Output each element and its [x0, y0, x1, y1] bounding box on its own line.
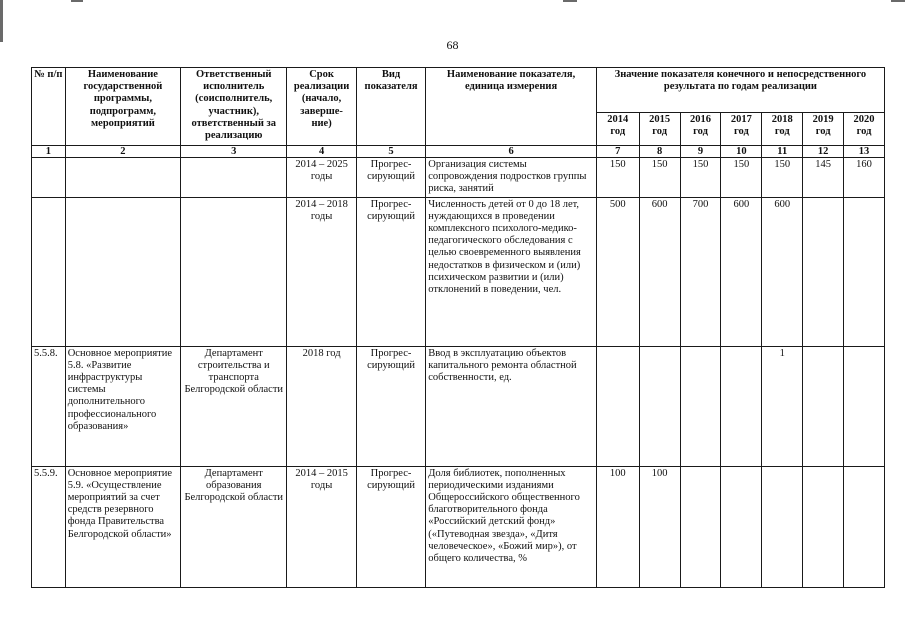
indicators-table — [31, 67, 885, 588]
header-year: 2014 год — [596, 113, 639, 146]
row-indicator: Организация системы сопровождения подростков группы риска, занятий — [426, 158, 597, 198]
row-indicator: Численность детей от 0 до 18 лет, нуждающихся в проведении комплексного психолого-медико- педагогического обследования с целью своевременного выявления недостатков в физическом и (или) психическом развитии и (или) отклонений в поведении, чел. — [426, 197, 597, 346]
row-value-2015 — [639, 346, 680, 466]
row-value-2017: 150 — [721, 158, 762, 198]
row-name — [65, 158, 180, 198]
table-row — [32, 466, 885, 587]
row-value-2018: 600 — [762, 197, 803, 346]
header-year: 2018 год — [762, 113, 803, 146]
column-number: 11 — [762, 146, 803, 158]
row-name: Основное мероприятие 5.8. «Развитие инфраструктуры системы дополнительного профессионального образования» — [65, 346, 180, 466]
header-executor: Ответственный исполнитель (соисполнитель, участник), ответственный за реализацию — [181, 68, 287, 146]
row-name: Основное мероприятие 5.9. «Осуществление мероприятий за счет средств резервного фонда Правительства Белгородской области» — [65, 466, 180, 587]
column-number: 5 — [356, 146, 425, 158]
row-value-2019 — [803, 197, 844, 346]
row-value-2018: 1 — [762, 346, 803, 466]
row-value-2016: 150 — [680, 158, 721, 198]
row-kind: Прогрес- сирующий — [356, 197, 425, 346]
column-number: 6 — [426, 146, 597, 158]
header-year: 2016 год — [680, 113, 721, 146]
header-row — [32, 68, 885, 113]
column-number: 9 — [680, 146, 721, 158]
scan-edge-mark — [563, 0, 577, 2]
scan-edge-mark — [71, 0, 83, 2]
row-kind: Прогрес- сирующий — [356, 346, 425, 466]
header-values-group: Значение показателя конечного и непосредственного результата по годам реализации — [596, 68, 884, 113]
row-name — [65, 197, 180, 346]
row-value-2014: 100 — [596, 466, 639, 587]
header-year: 2015 год — [639, 113, 680, 146]
column-number: 1 — [32, 146, 66, 158]
row-value-2020 — [844, 346, 885, 466]
header-term: Срок реализации (начало, заверше- ние) — [287, 68, 356, 146]
row-value-2016: 700 — [680, 197, 721, 346]
column-number: 12 — [803, 146, 844, 158]
row-code: 5.5.8. — [32, 346, 66, 466]
row-executor: Департамент образования Белгородской области — [181, 466, 287, 587]
row-value-2018: 150 — [762, 158, 803, 198]
row-term: 2018 год — [287, 346, 356, 466]
column-number: 8 — [639, 146, 680, 158]
row-value-2019 — [803, 346, 844, 466]
column-number: 13 — [844, 146, 885, 158]
row-value-2020 — [844, 466, 885, 587]
row-value-2015: 100 — [639, 466, 680, 587]
table-row — [32, 197, 885, 346]
column-number: 10 — [721, 146, 762, 158]
header-name: Наименование государственной программы, подпрограмм, мероприятий — [65, 68, 180, 146]
row-term: 2014 – 2015 годы — [287, 466, 356, 587]
row-value-2017 — [721, 466, 762, 587]
row-indicator: Доля библиотек, пополненных периодическими изданиями Общероссийского общественного благотворительного фонда «Российский детский фонд» («Путеводная звезда», «Дитя человеческое», «Божий мир»), от общего количества, % — [426, 466, 597, 587]
column-number: 3 — [181, 146, 287, 158]
header-year: 2017 год — [721, 113, 762, 146]
row-kind: Прогрес- сирующий — [356, 158, 425, 198]
row-value-2014 — [596, 346, 639, 466]
header-year: 2019 год — [803, 113, 844, 146]
column-number-row — [32, 146, 885, 158]
row-term: 2014 – 2018 годы — [287, 197, 356, 346]
table-row — [32, 158, 885, 198]
row-value-2017: 600 — [721, 197, 762, 346]
header-year: 2020 год — [844, 113, 885, 146]
scan-edge-mark — [0, 0, 3, 42]
row-value-2019 — [803, 466, 844, 587]
row-value-2015: 150 — [639, 158, 680, 198]
page-number: 68 — [446, 38, 459, 52]
row-kind: Прогрес- сирующий — [356, 466, 425, 587]
row-executor — [181, 197, 287, 346]
row-value-2016 — [680, 466, 721, 587]
row-value-2018 — [762, 466, 803, 587]
row-value-2014: 500 — [596, 197, 639, 346]
scan-edge-mark — [891, 0, 905, 2]
row-code — [32, 158, 66, 198]
table-row — [32, 346, 885, 466]
row-code: 5.5.9. — [32, 466, 66, 587]
column-number: 7 — [596, 146, 639, 158]
row-term: 2014 – 2025 годы — [287, 158, 356, 198]
row-indicator: Ввод в эксплуатацию объектов капитального ремонта областной собственности, ед. — [426, 346, 597, 466]
row-value-2016 — [680, 346, 721, 466]
row-value-2017 — [721, 346, 762, 466]
row-value-2015: 600 — [639, 197, 680, 346]
row-value-2019: 145 — [803, 158, 844, 198]
row-value-2020 — [844, 197, 885, 346]
row-value-2014: 150 — [596, 158, 639, 198]
header-indicator: Наименование показателя, единица измерения — [426, 68, 597, 146]
column-number: 4 — [287, 146, 356, 158]
header-num: № п/п — [32, 68, 66, 146]
row-value-2020: 160 — [844, 158, 885, 198]
row-executor — [181, 158, 287, 198]
header-kind: Вид показателя — [356, 68, 425, 146]
row-code — [32, 197, 66, 346]
row-executor: Департамент строительства и транспорта Белгородской области — [181, 346, 287, 466]
column-number: 2 — [65, 146, 180, 158]
